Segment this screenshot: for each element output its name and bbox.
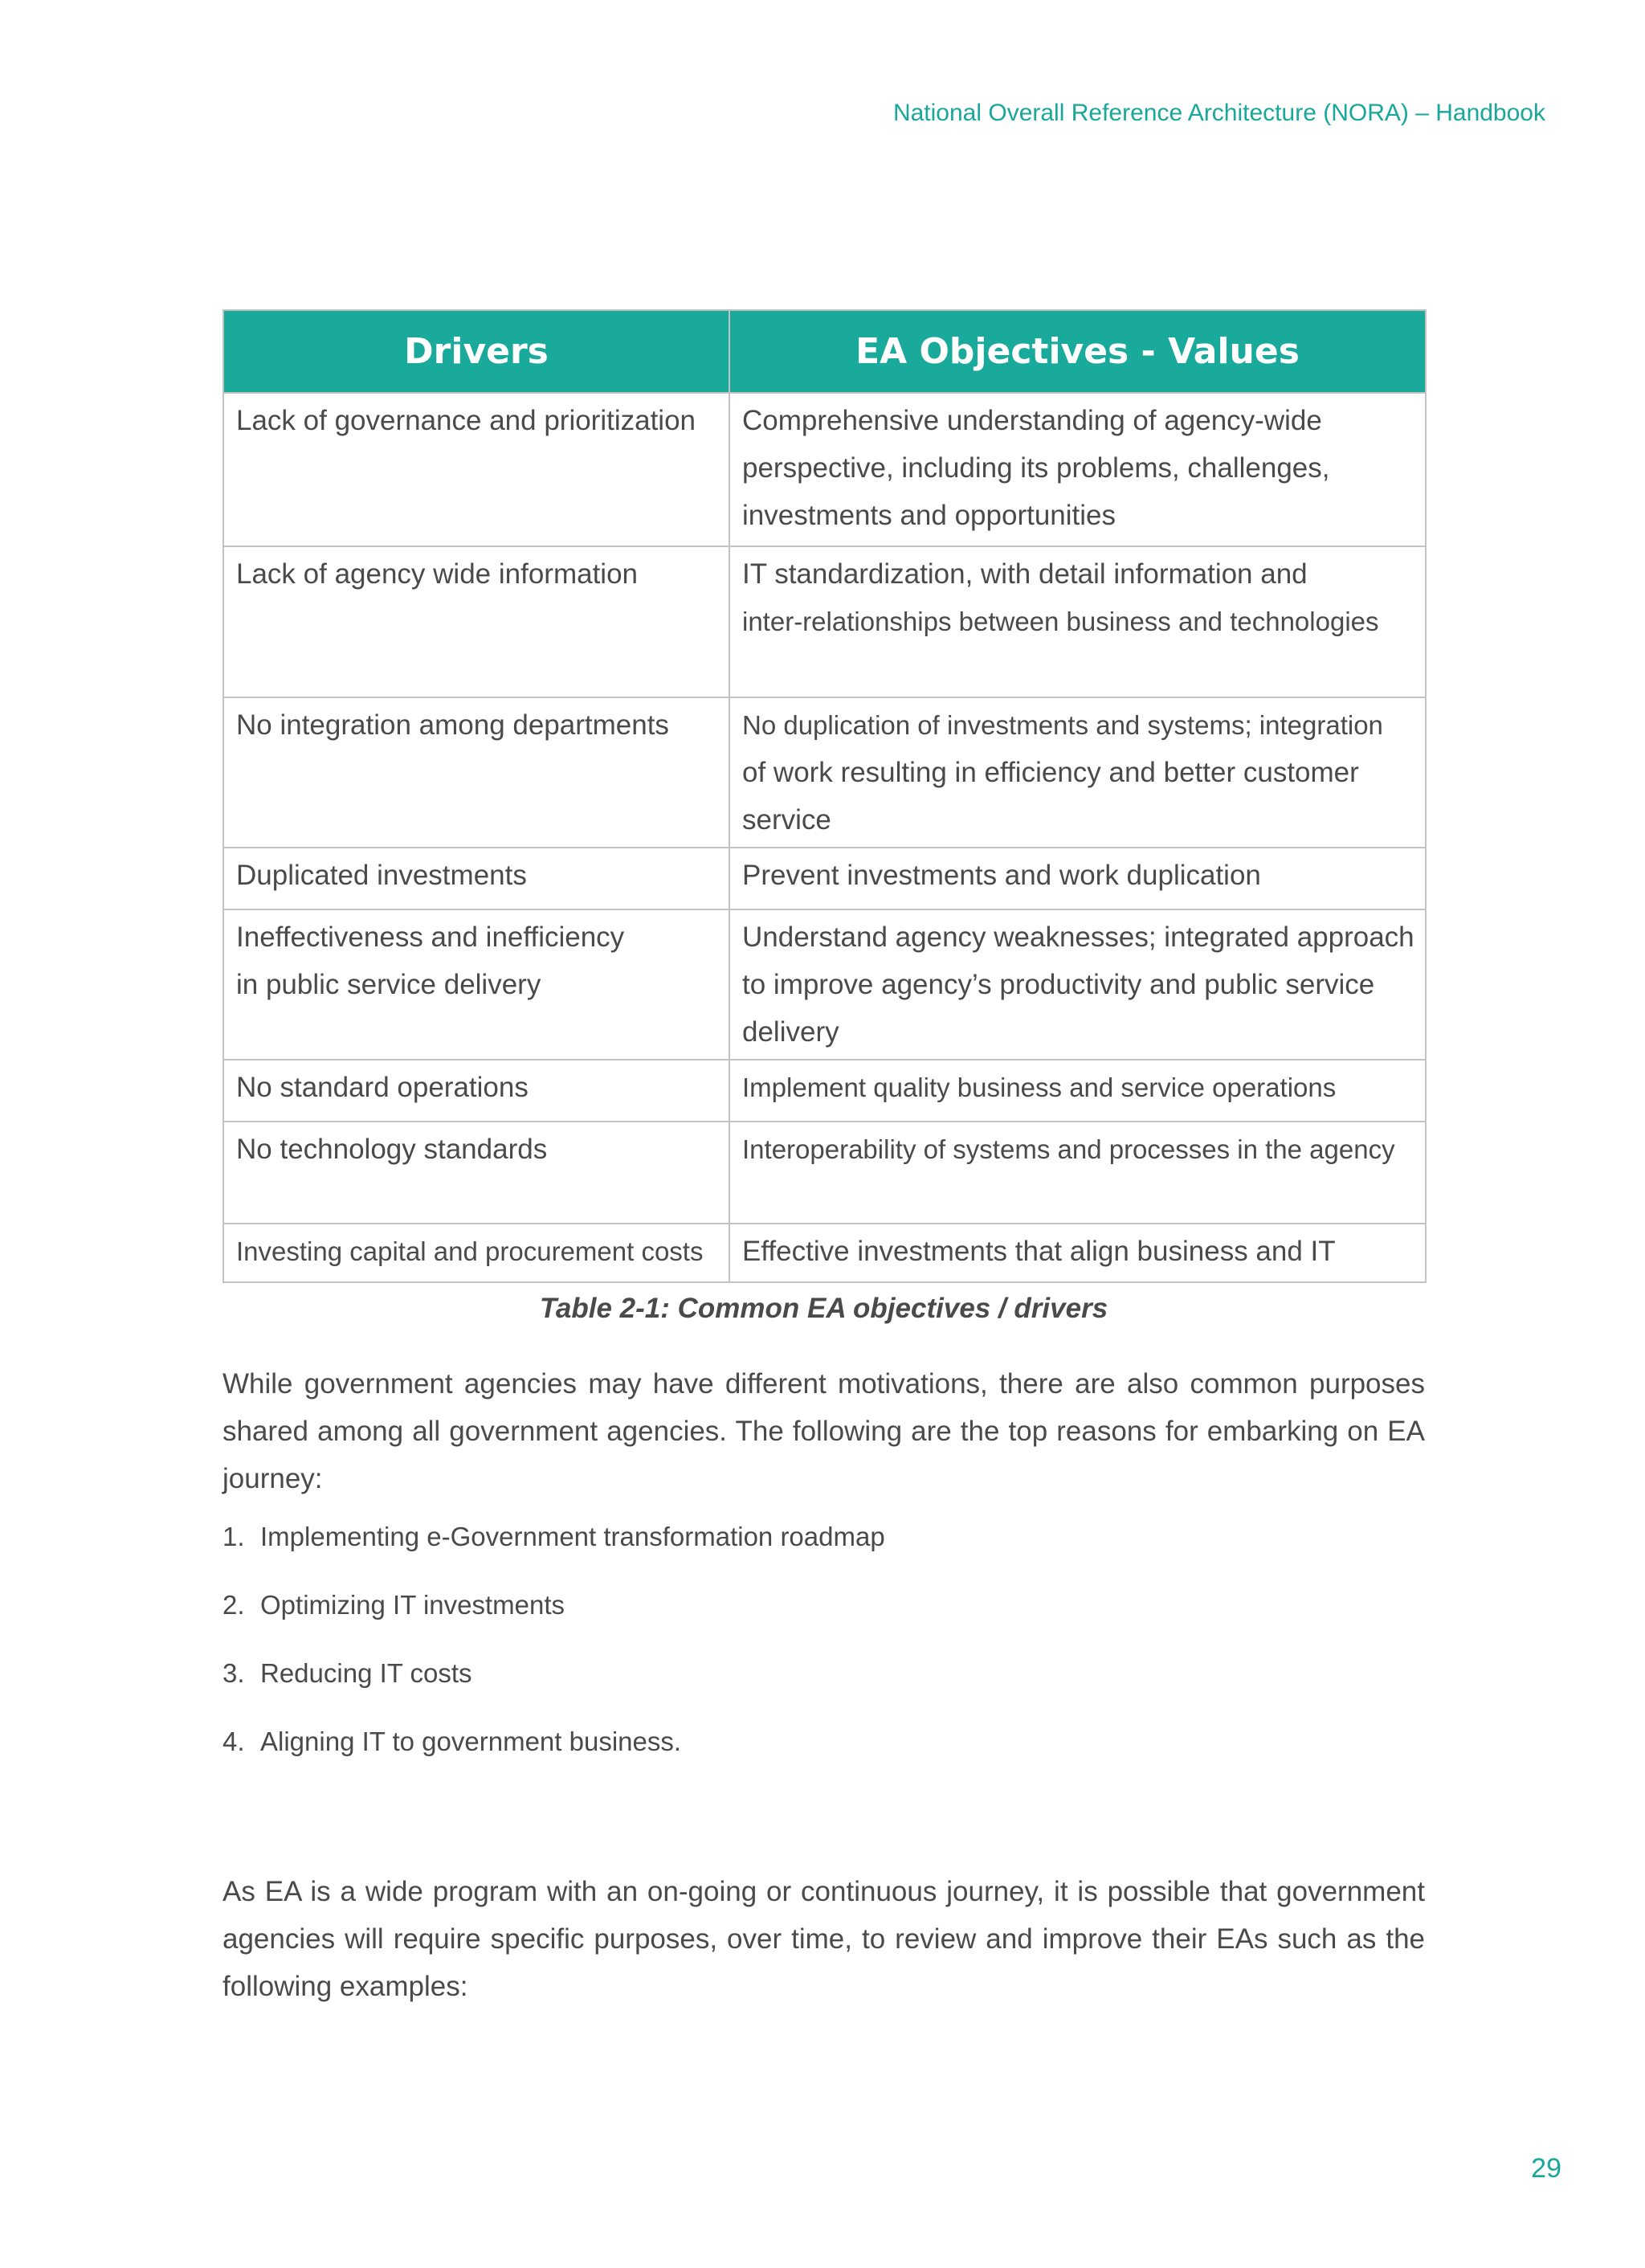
table-row xyxy=(223,848,1426,909)
cell-line: Lack of agency wide information xyxy=(236,558,638,590)
list-item xyxy=(222,1521,1425,1589)
list-item xyxy=(222,1589,1425,1657)
objective-cell xyxy=(729,697,1426,848)
drivers-objectives-table xyxy=(222,309,1427,1283)
list-number: 3. xyxy=(222,1658,245,1688)
cell-line: IT standardization, with detail information and xyxy=(742,558,1308,590)
driver-cell xyxy=(223,1060,729,1122)
cell-line: No integration among departments xyxy=(236,709,669,741)
cell-line: to improve agency’s productivity and public service xyxy=(742,969,1375,1000)
page-content xyxy=(222,309,1425,2010)
table-header-row xyxy=(223,310,1426,393)
list-number: 2. xyxy=(222,1590,245,1620)
column-header-drivers: Drivers xyxy=(223,310,729,393)
cell-line: Implement quality business and service operations xyxy=(742,1073,1337,1102)
cell-line: Interoperability of systems and processes in the agency xyxy=(742,1134,1395,1164)
cell-line: Effective investments that align business and IT xyxy=(742,1236,1336,1267)
cell-line: perspective, including its problems, challenges, xyxy=(742,452,1330,484)
closing-paragraph: As EA is a wide program with an on-going or continuous journey, it is possible that government agencies will require specific purposes, over time, to review and improve their EAs such as the following examples: xyxy=(222,1876,1425,2002)
running-header: National Overall Reference Architecture (NORA) – Handbook xyxy=(892,100,1545,126)
table-row xyxy=(223,909,1426,1060)
cell-line: of work resulting in efficiency and better customer xyxy=(742,757,1359,788)
driver-cell xyxy=(223,697,729,848)
table-row xyxy=(223,393,1426,546)
cell-line: delivery xyxy=(742,1016,839,1048)
list-item-text: Optimizing IT investments xyxy=(260,1590,565,1620)
list-item xyxy=(222,1657,1425,1726)
table-row xyxy=(223,1122,1426,1224)
cell-line: Prevent investments and work duplication xyxy=(742,860,1261,891)
list-number: 4. xyxy=(222,1727,245,1756)
objective-cell xyxy=(729,848,1426,909)
objective-cell xyxy=(729,1122,1426,1224)
cell-line: No standard operations xyxy=(236,1072,529,1103)
objective-cell xyxy=(729,1224,1426,1282)
cell-line: investments and opportunities xyxy=(742,500,1116,531)
driver-cell xyxy=(223,393,729,546)
table-row xyxy=(223,1224,1426,1282)
cell-line: in public service delivery xyxy=(236,969,541,1000)
cell-line: Lack of governance and prioritization xyxy=(236,405,696,436)
cell-line: inter-relationships between business and technologies xyxy=(742,607,1379,636)
table-row xyxy=(223,1060,1426,1122)
driver-cell xyxy=(223,546,729,697)
driver-cell xyxy=(223,1224,729,1282)
cell-line: No duplication of investments and systems; integration xyxy=(742,710,1383,740)
cell-line: Investing capital and procurement costs xyxy=(236,1236,704,1266)
table-row xyxy=(223,697,1426,848)
reasons-list xyxy=(222,1521,1425,1794)
cell-line: No technology standards xyxy=(236,1134,548,1165)
intro-paragraph: While government agencies may have different motivations, there are also common purposes shared among all government agencies. The following are the top reasons for embarking on EA journey: xyxy=(222,1368,1425,1494)
objective-cell xyxy=(729,1060,1426,1122)
list-item-text: Aligning IT to government business. xyxy=(260,1727,682,1756)
cell-line: Understand agency weaknesses; integrated approach xyxy=(742,922,1414,953)
cell-line: service xyxy=(742,804,831,836)
list-item xyxy=(222,1726,1425,1794)
driver-cell xyxy=(223,848,729,909)
objective-cell xyxy=(729,909,1426,1060)
table-row xyxy=(223,546,1426,697)
driver-cell xyxy=(223,1122,729,1224)
list-number: 1. xyxy=(222,1522,245,1551)
list-item-text: Implementing e-Government transformation roadmap xyxy=(260,1522,885,1551)
driver-cell xyxy=(223,909,729,1060)
cell-line: Comprehensive understanding of agency-wide xyxy=(742,405,1322,436)
objective-cell xyxy=(729,393,1426,546)
cell-line: Duplicated investments xyxy=(236,860,527,891)
page-number: 29 xyxy=(1531,2153,1561,2184)
cell-line: Ineffectiveness and inefficiency xyxy=(236,922,625,953)
table-caption: Table 2-1: Common EA objectives / drivers xyxy=(539,1293,1108,1324)
list-item-text: Reducing IT costs xyxy=(260,1658,472,1688)
objective-cell xyxy=(729,546,1426,697)
column-header-objectives: EA Objectives - Values xyxy=(729,310,1426,393)
